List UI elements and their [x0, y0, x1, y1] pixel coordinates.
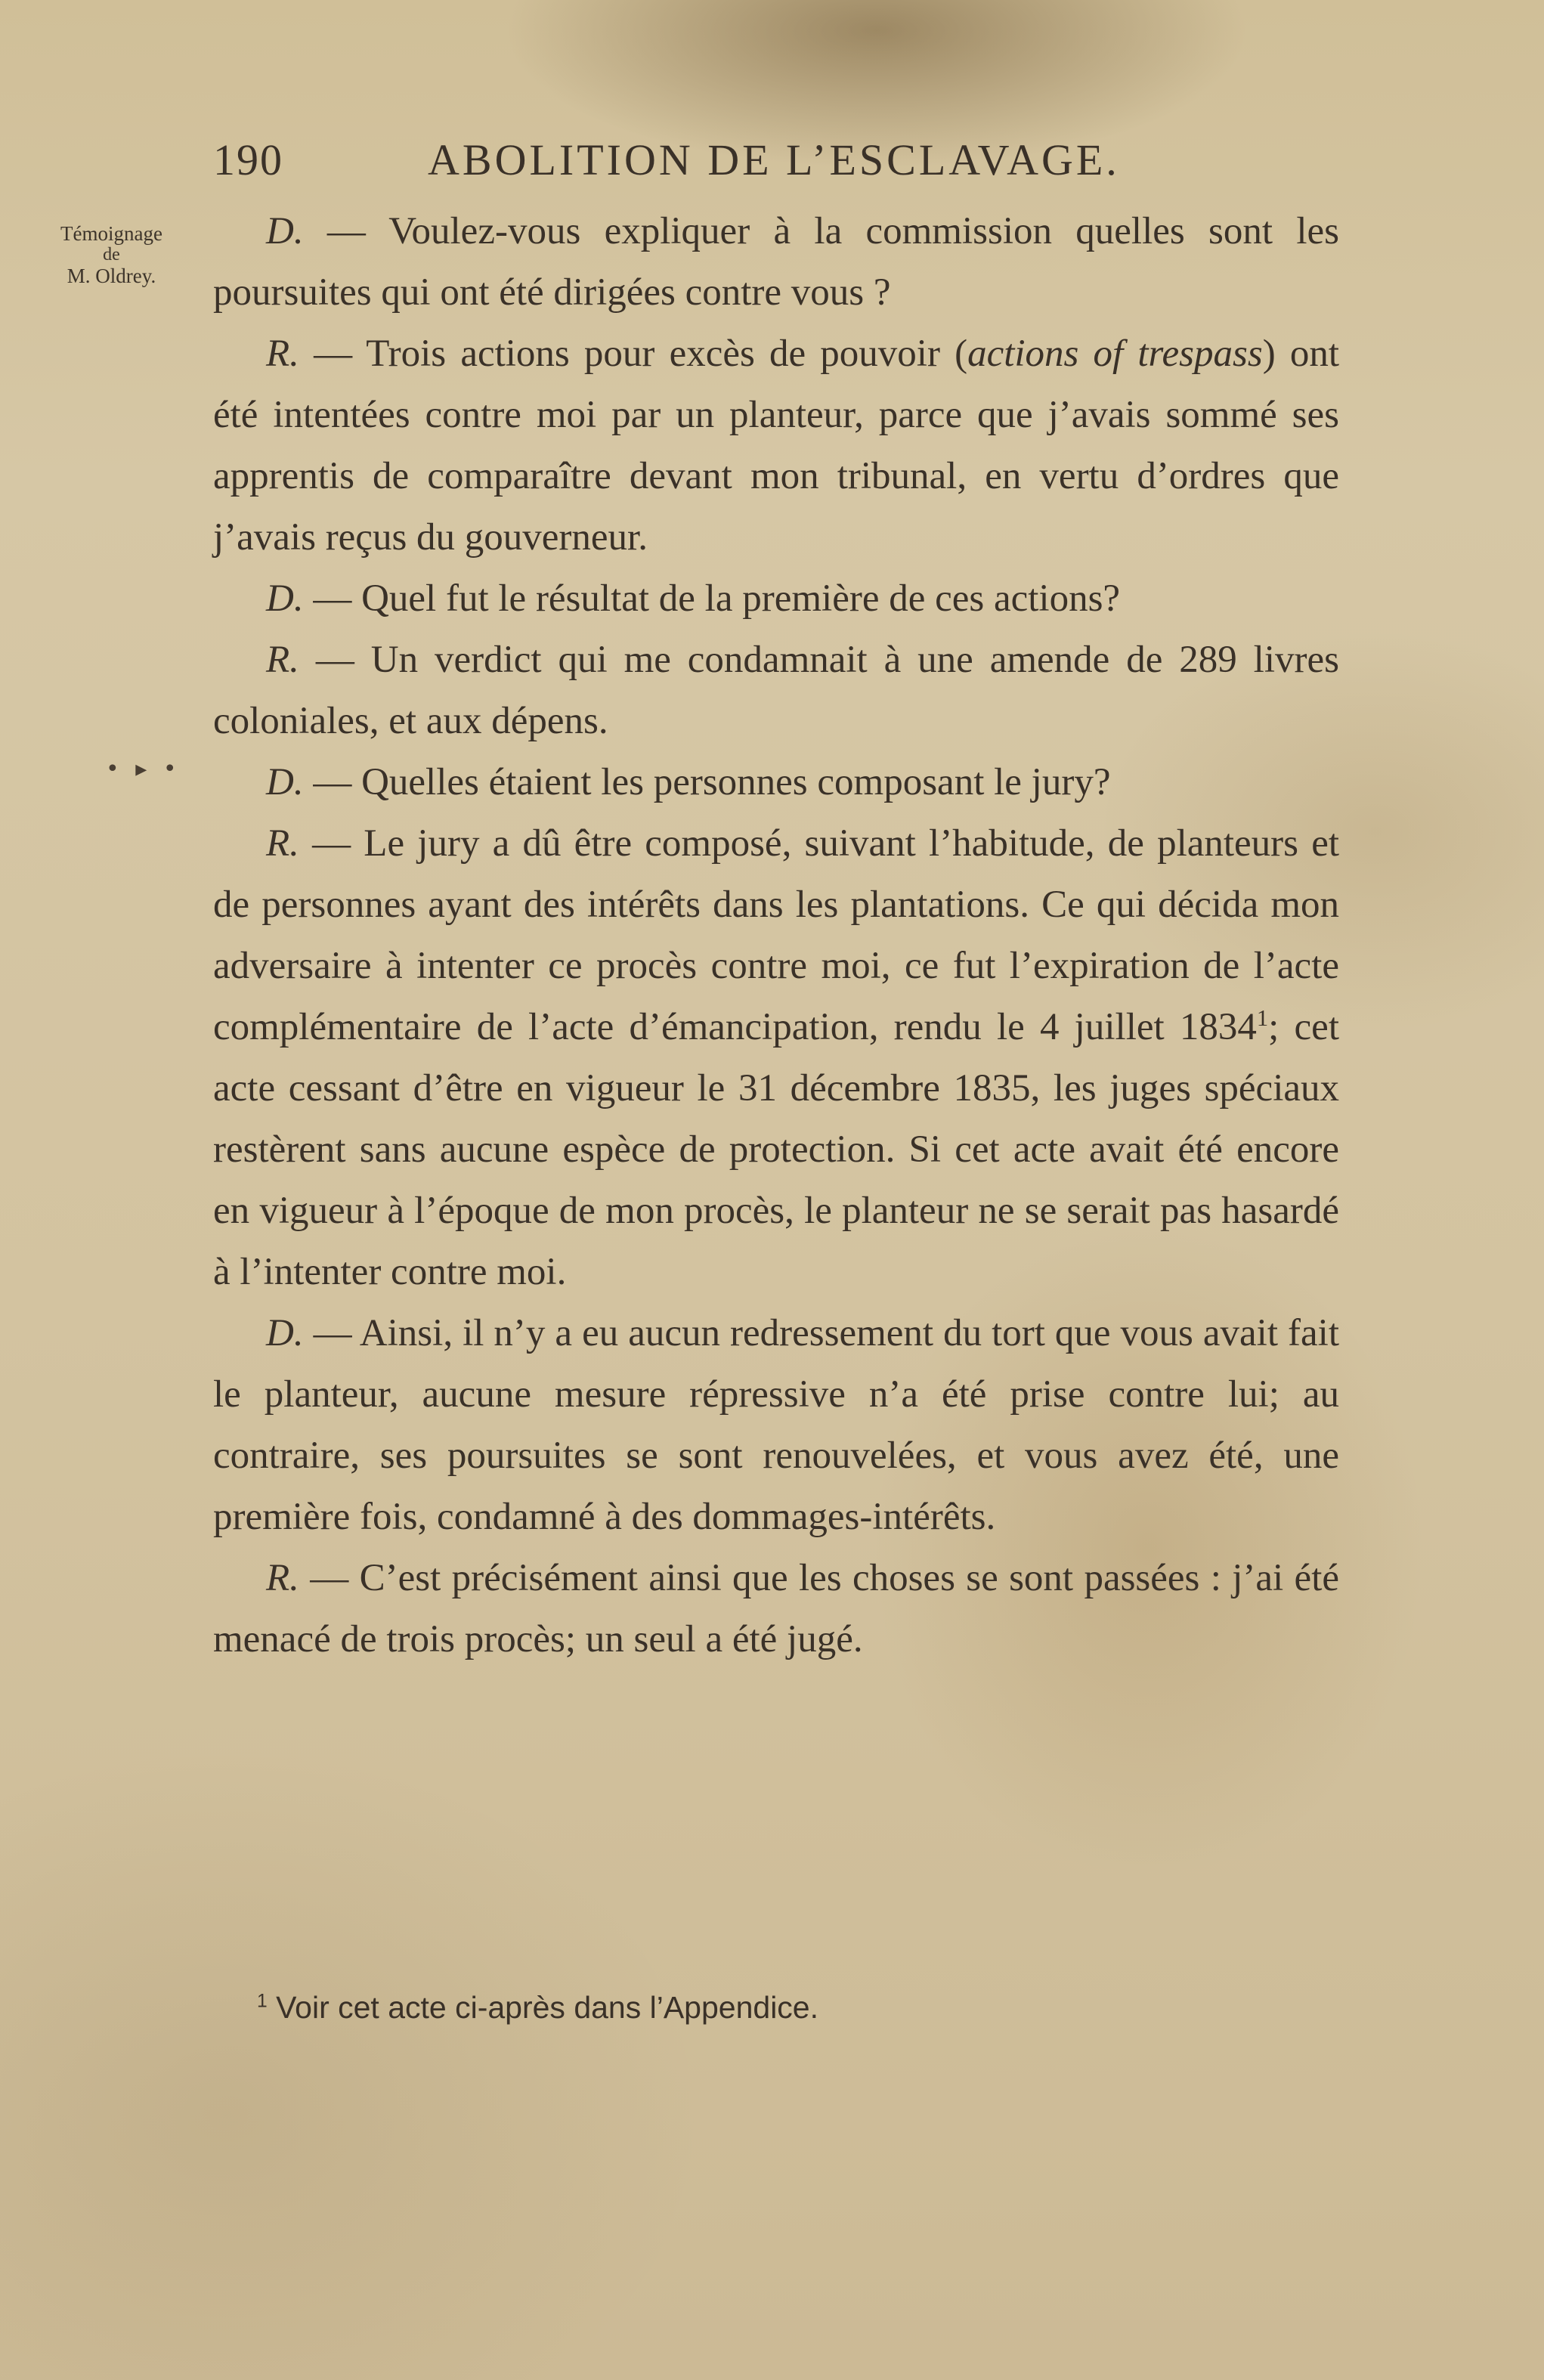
paragraph-text: — Le jury a dû être composé, suivant l’habitude, de planteurs et de personnes ayant des intérêts dans les plantations. Ce qui décida mon adversaire à intenter ce procès contre moi, ce fut l’expiration de l’acte complémentaire de l’acte d’émancipation, rendu le 4 juillet 1834: [213, 822, 1340, 1048]
sidenote-line: Témoignage: [60, 222, 162, 245]
footnote-number: 1: [257, 1991, 268, 2012]
paragraph-text: ) ont été intentées contre moi par un planteur, parce que j’avais sommé ses apprentis de comparaître devant mon tribunal, en vertu d’ordres que j’avais reçus du gouverneur.: [213, 333, 1339, 559]
paragraph-answer: [213, 1548, 1339, 1670]
sidenote-line: M. Oldrey.: [67, 265, 156, 287]
speaker-label: D.: [266, 761, 304, 803]
footnote: [213, 1986, 1339, 2029]
paragraph-answer: [213, 323, 1339, 568]
margin-sidenote: [30, 221, 193, 289]
paragraph-text: ; cet acte cessant d’être en vigueur le 31 décembre 1835, les juges spéciaux restèrent sans aucune espèce de protection. Si cet acte avait été encore en vigueur à l’époque de mon procès, le planteur ne se serait pas hasardé à l’intenter contre moi.: [213, 1006, 1339, 1293]
paragraph-text: — C’est précisément ainsi que les choses se sont passées : j’ai été menacé de trois procès; un seul a été jugé.: [213, 1557, 1339, 1660]
body-text: [213, 201, 1339, 1670]
speaker-label: R.: [266, 822, 299, 865]
footnote-reference: 1: [1256, 1005, 1269, 1031]
margin-mark: • ▸ •: [106, 756, 181, 782]
italic-term: actions of trespass: [967, 333, 1263, 375]
paragraph-answer: [213, 630, 1339, 752]
speaker-label: R.: [266, 639, 299, 681]
paragraph-text: — Trois actions pour excès de pouvoir (: [314, 333, 968, 375]
running-head: [0, 135, 1544, 195]
speaker-label: D.: [266, 1312, 304, 1354]
speaker-label: D.: [266, 210, 304, 252]
paragraph-question: [213, 201, 1339, 323]
sidenote-line: de: [103, 245, 120, 265]
footnote-text: Voir cet acte ci-après dans l’Appendice.: [276, 1990, 818, 2025]
paragraph-question: [213, 568, 1339, 630]
paragraph-text: — Un verdict qui me condamnait à une amende de 289 livres coloniales, et aux dépens.: [213, 639, 1339, 742]
speaker-label: R.: [266, 1557, 299, 1599]
paragraph-question: [213, 752, 1339, 813]
paragraph-text: — Voulez-vous expliquer à la commission quelles sont les poursuites qui ont été dirigées contre vous ?: [213, 210, 1340, 314]
page-title: ABOLITION DE L’ESCLAVAGE.: [428, 135, 1120, 184]
paragraph-text: — Ainsi, il n’y a eu aucun redressement du tort que vous avait fait le planteur, aucune mesure répressive n’a été prise contre lui; au contraire, ses poursuites se sont renouvelées, et vous avez été, une première fois, condamné à des dommages-intérêts.: [213, 1312, 1339, 1538]
paragraph-text: — Quelles étaient les personnes composant le jury?: [313, 761, 1111, 803]
paragraph-answer: [213, 813, 1339, 1303]
paragraph-text: — Quel fut le résultat de la première de ces actions?: [313, 577, 1121, 620]
page-number: 190: [213, 135, 283, 184]
speaker-label: R.: [266, 333, 299, 375]
speaker-label: D.: [266, 577, 304, 620]
paragraph-question: [213, 1303, 1339, 1548]
